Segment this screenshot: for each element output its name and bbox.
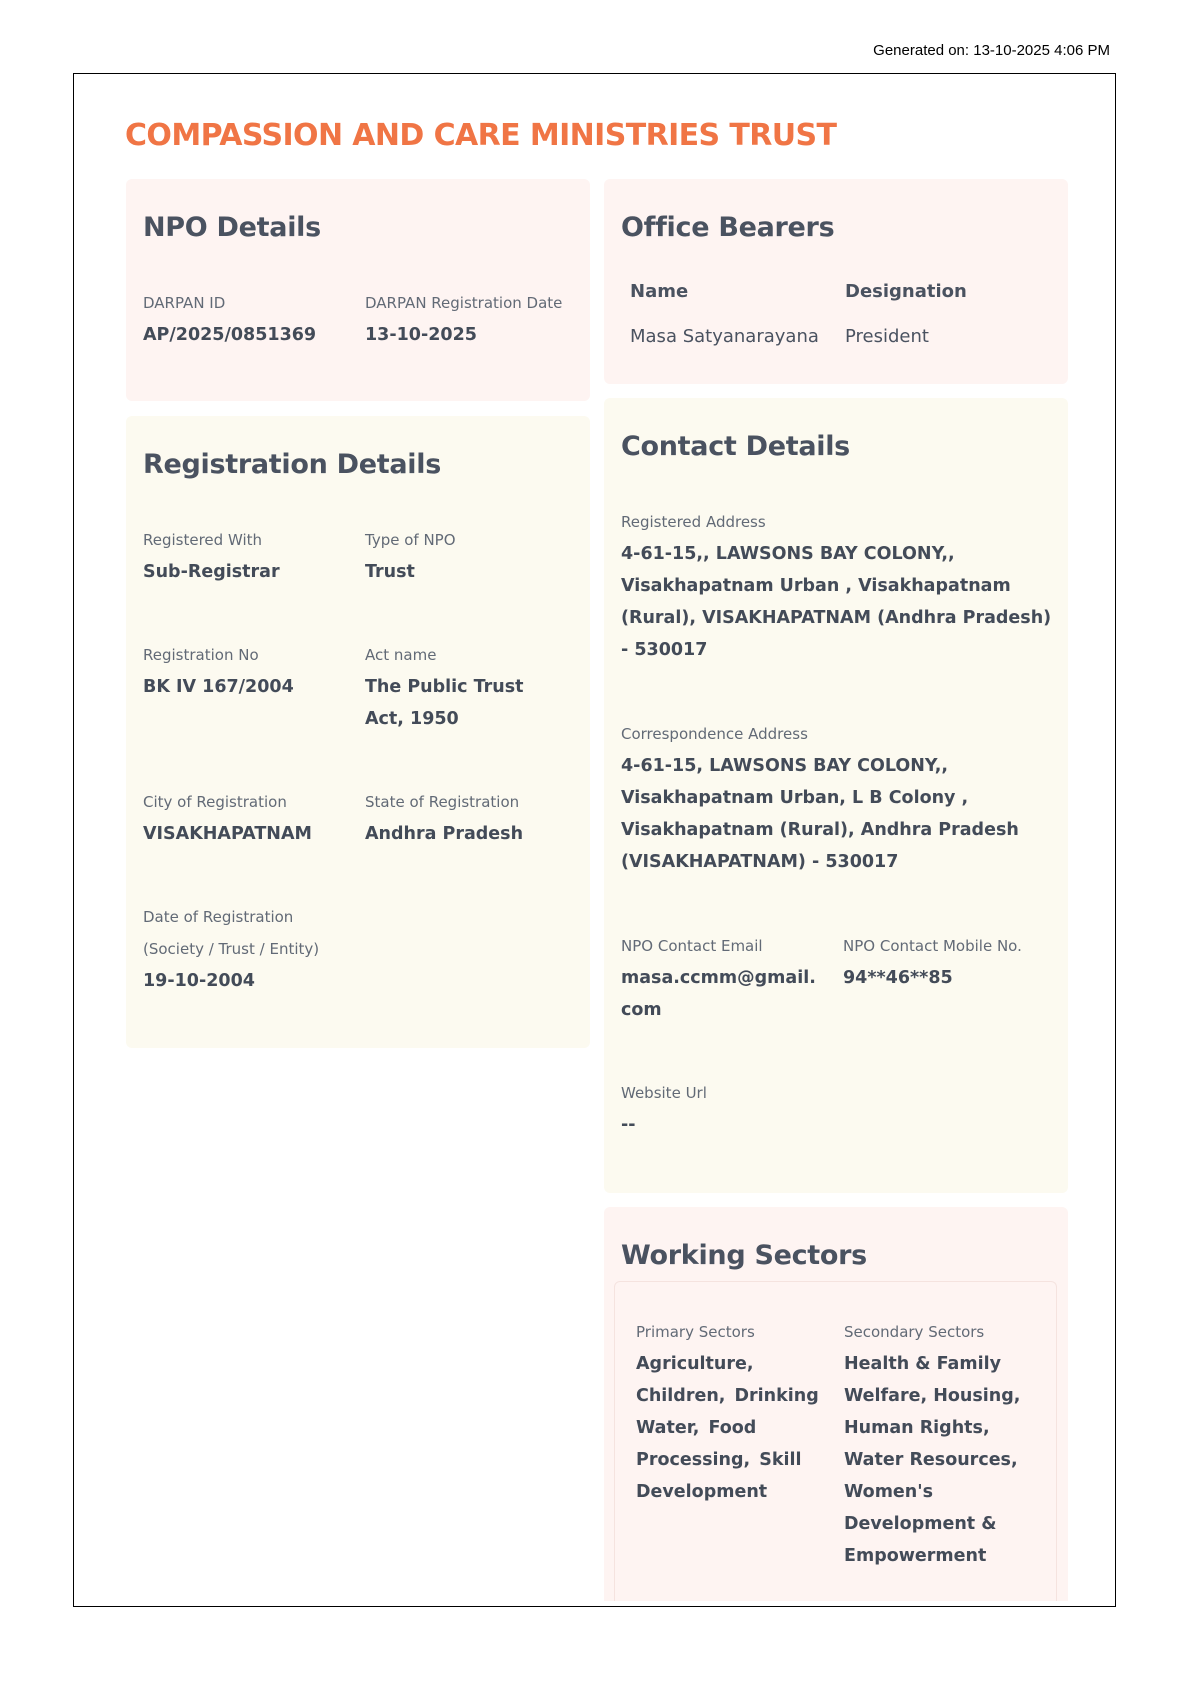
bearer-name-cell: Masa Satyanarayana [630, 326, 819, 347]
generated-timestamp: Generated on: 13-10-2025 4:06 PM [873, 42, 1110, 59]
npo-type-label: Type of NPO [365, 531, 456, 549]
primary-sectors-value: Agriculture, Children, Drinking Water, Food Processing, Skill Development [636, 1354, 819, 1502]
npo-type-value: Trust [365, 562, 415, 582]
contact-email-label: NPO Contact Email [621, 937, 763, 955]
website-url-label: Website Url [621, 1084, 707, 1102]
primary-sectors-label: Primary Sectors [636, 1323, 755, 1341]
working-sectors-title: Working Sectors [621, 1240, 867, 1271]
city-of-registration-label: City of Registration [143, 793, 287, 811]
registered-with-value: Sub-Registrar [143, 562, 280, 582]
website-url-value: -- [621, 1115, 636, 1135]
darpan-id-label: DARPAN ID [143, 294, 226, 312]
registered-address-label: Registered Address [621, 513, 766, 531]
working-sectors-card [604, 1207, 1068, 1601]
city-of-registration-value: VISAKHAPATNAM [143, 824, 312, 844]
act-name-value: The Public Trust Act, 1950 [365, 677, 524, 729]
contact-details-card [604, 398, 1068, 1193]
office-bearers-card [604, 179, 1068, 384]
registration-no-value: BK IV 167/2004 [143, 677, 294, 697]
state-of-registration-label: State of Registration [365, 793, 520, 811]
bearer-designation-cell: President [845, 326, 929, 347]
bearer-name-header: Name [630, 281, 689, 302]
organization-name: COMPASSION AND CARE MINISTRIES TRUST [125, 118, 837, 153]
darpan-id-value: AP/2025/0851369 [143, 325, 317, 345]
registered-with-label: Registered With [143, 531, 263, 549]
date-of-registration-label: Date of Registration (Society / Trust / Entity) [143, 908, 320, 958]
correspondence-address-label: Correspondence Address [621, 725, 808, 743]
registration-no-label: Registration No [143, 646, 259, 664]
contact-mobile-value: 94**46**85 [843, 968, 953, 988]
registered-address-value: 4-61-15,, LAWSONS BAY COLONY,, Visakhapatnam Urban , Visakhapatnam (Rural), VISAKHAPATNAM (Andhra Pradesh) - 530017 [621, 544, 1052, 660]
npo-details-title: NPO Details [143, 212, 321, 243]
registration-details-title: Registration Details [143, 449, 441, 480]
registration-details-card [126, 416, 590, 1048]
npo-details-card [126, 179, 590, 401]
secondary-sectors-label: Secondary Sectors [844, 1323, 985, 1341]
correspondence-address-value: 4-61-15, LAWSONS BAY COLONY,, Visakhapatnam Urban, L B Colony , Visakhapatnam (Rural), Andhra Pradesh (VISAKHAPATNAM) - 530017 [621, 756, 1019, 872]
darpan-reg-date-value: 13-10-2025 [365, 325, 477, 345]
act-name-label: Act name [365, 646, 437, 664]
secondary-sectors-value: Health & Family Welfare, Housing, Human Rights, Water Resources, Women's Development & Empowerment [844, 1354, 1021, 1566]
contact-mobile-label: NPO Contact Mobile No. [843, 937, 1022, 955]
state-of-registration-value: Andhra Pradesh [365, 824, 524, 844]
date-of-registration-value: 19-10-2004 [143, 971, 255, 991]
office-bearers-title: Office Bearers [621, 212, 835, 243]
bearer-designation-header: Designation [845, 281, 967, 302]
darpan-reg-date-label: DARPAN Registration Date [365, 294, 563, 312]
contact-email-value[interactable]: masa.ccmm@gmail.com [621, 968, 816, 1020]
contact-details-title: Contact Details [621, 431, 850, 462]
sectors-inner-panel [614, 1281, 1057, 1601]
